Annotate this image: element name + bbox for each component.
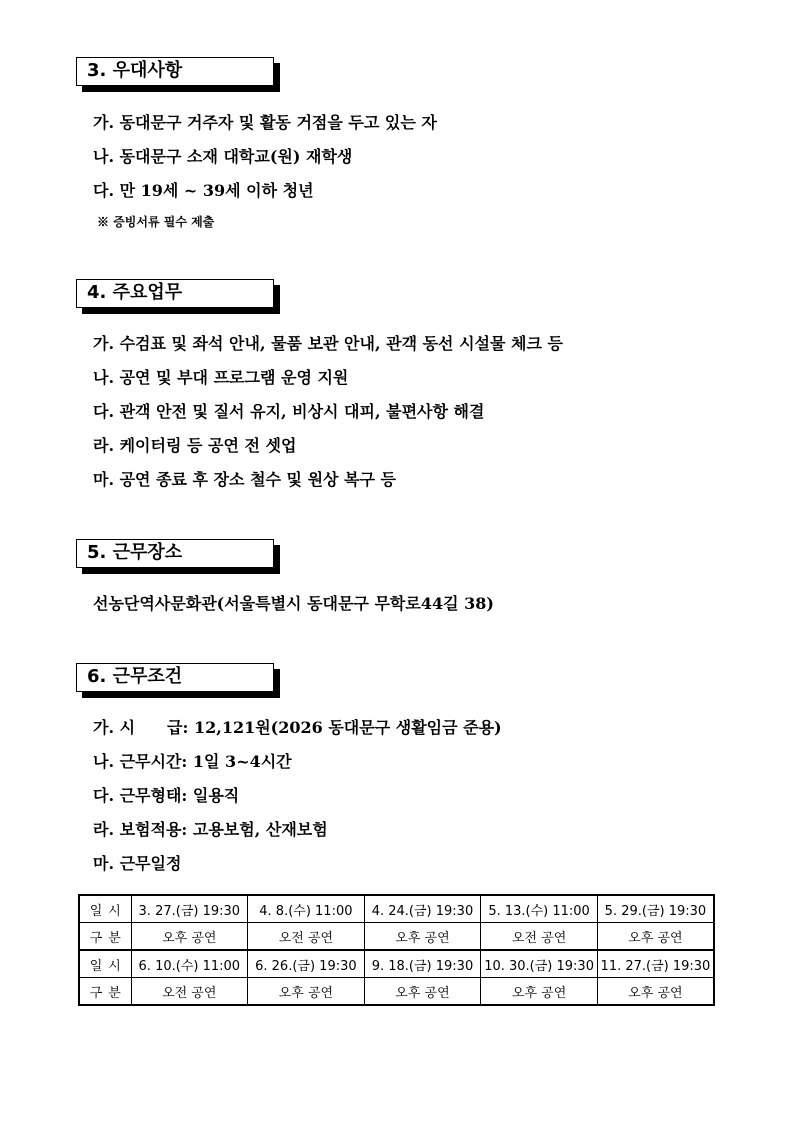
duty-item: 라. 케이터링 등 공연 전 셋업	[93, 436, 297, 455]
schedule-type-row	[79, 978, 714, 1006]
schedule-type: 오후 공연	[364, 923, 481, 951]
work-location: 선농단역사문화관(서울특별시 동대문구 무학로44길 38)	[93, 594, 494, 613]
duty-item: 가. 수검표 및 좌석 안내, 물품 보관 안내, 관객 동선 시설물 체크 등	[93, 334, 563, 353]
schedule-date: 4. 24.(금) 19:30	[364, 895, 481, 923]
schedule-type-row	[79, 923, 714, 951]
schedule-date: 6. 26.(금) 19:30	[248, 950, 365, 978]
preference-item: 가. 동대문구 거주자 및 활동 거점을 두고 있는 자	[93, 113, 437, 132]
schedule-date: 10. 30.(금) 19:30	[481, 950, 598, 978]
date-label: 일시	[79, 895, 131, 923]
condition-item: 가. 시 급: 12,121원(2026 동대문구 생활임금 준용)	[93, 718, 502, 737]
condition-item: 나. 근무시간: 1일 3~4시간	[93, 752, 292, 771]
section-4-title: 4. 주요업무	[87, 282, 183, 303]
section-6-heading	[76, 663, 282, 699]
schedule-date: 4. 8.(수) 11:00	[248, 895, 365, 923]
section-5-title: 5. 근무장소	[87, 542, 183, 563]
schedule-table	[78, 894, 715, 1006]
duty-item: 마. 공연 종료 후 장소 철수 및 원상 복구 등	[93, 470, 396, 489]
schedule-date: 9. 18.(금) 19:30	[364, 950, 481, 978]
schedule-date: 5. 13.(수) 11:00	[481, 895, 598, 923]
section-3-heading	[76, 57, 282, 93]
condition-item: 다. 근무형태: 일용직	[93, 786, 240, 805]
schedule-type: 오후 공연	[248, 978, 365, 1006]
condition-item: 마. 근무일정	[93, 854, 182, 873]
schedule-date: 11. 27.(금) 19:30	[597, 950, 714, 978]
schedule-date: 6. 10.(수) 11:00	[131, 950, 248, 978]
duty-item: 다. 관객 안전 및 질서 유지, 비상시 대피, 불편사항 해결	[93, 402, 485, 421]
schedule-type: 오후 공연	[481, 978, 598, 1006]
schedule-type: 오전 공연	[481, 923, 598, 951]
section-5-heading	[76, 539, 282, 575]
schedule-date: 5. 29.(금) 19:30	[597, 895, 714, 923]
schedule-date-row	[79, 950, 714, 978]
type-label: 구분	[79, 923, 131, 951]
schedule-date-row	[79, 895, 714, 923]
section-6-title: 6. 근무조건	[87, 666, 183, 687]
date-label: 일시	[79, 950, 131, 978]
section-3-title: 3. 우대사항	[87, 60, 183, 81]
schedule-type: 오전 공연	[248, 923, 365, 951]
schedule-type: 오후 공연	[131, 923, 248, 951]
schedule-type: 오후 공연	[597, 978, 714, 1006]
preference-item: 나. 동대문구 소재 대학교(원) 재학생	[93, 147, 353, 166]
section-4-heading	[76, 279, 282, 315]
duty-item: 나. 공연 및 부대 프로그램 운영 지원	[93, 368, 349, 387]
condition-item: 라. 보험적용: 고용보험, 산재보험	[93, 820, 328, 839]
schedule-date: 3. 27.(금) 19:30	[131, 895, 248, 923]
preference-item: 다. 만 19세 ~ 39세 이하 청년	[93, 181, 314, 200]
document-note: ※ 증빙서류 필수 제출	[97, 215, 215, 229]
type-label: 구분	[79, 978, 131, 1006]
schedule-type: 오전 공연	[131, 978, 248, 1006]
schedule-type: 오후 공연	[597, 923, 714, 951]
schedule-type: 오후 공연	[364, 978, 481, 1006]
